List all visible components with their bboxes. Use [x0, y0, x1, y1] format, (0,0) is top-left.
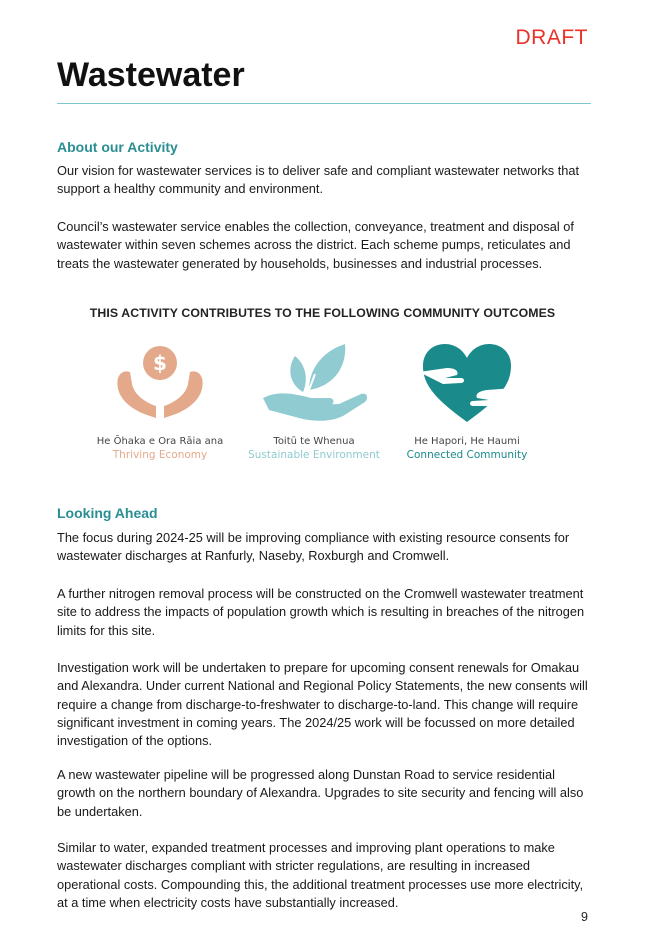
looking-ahead-paragraph: A further nitrogen removal process will be constructed on the Cromwell wastewater treatment site to address the impacts of population growth which is resulting in breaches of the nitrogen limits for this site.: [57, 586, 585, 638]
looking-ahead-paragraph: A new wastewater pipeline will be progressed along Dunstan Road to service residential growth on the northern boundary of Alexandra. Upgrades to site security and fencing will also be undertaken.: [57, 767, 584, 819]
about-paragraph: Our vision for wastewater services is to deliver safe and compliant wastewater networks that support a healthy community and environment.: [57, 163, 580, 197]
about-heading: About our Activity: [57, 139, 178, 155]
outcome-maori-label: He Hapori, He Haumi: [414, 436, 520, 447]
outcome-english-label: Thriving Economy: [112, 449, 208, 461]
svg-text:$: $: [153, 351, 167, 375]
outcome-english-label: Sustainable Environment: [248, 449, 380, 461]
looking-ahead-paragraph: Similar to water, expanded treatment processes and improving plant operations to make wastewater discharges compliant with stricter regulations, are resulting in increased operational costs. Compounding this, the additional treatment processes use more electricity, at a time when electricity costs have substantially increased.: [57, 840, 584, 910]
sustainable-environment-icon: [259, 338, 369, 426]
outcomes-heading: THIS ACTIVITY CONTRIBUTES TO THE FOLLOWING COMMUNITY OUTCOMES: [89, 306, 556, 320]
outcome-english-label: Connected Community: [406, 449, 528, 461]
page-title: Wastewater: [57, 56, 245, 94]
page-number: 9: [581, 910, 588, 924]
outcome-maori-label: Toitū te Whenua: [273, 436, 355, 447]
outcome-connected-community: [392, 338, 542, 461]
outcome-maori-label: He Ōhaka e Ora Rāia ana: [96, 436, 224, 447]
connected-community-icon: [417, 338, 517, 426]
outcome-thriving-economy: [85, 338, 235, 461]
draft-label: DRAFT: [515, 26, 588, 49]
looking-ahead-heading: Looking Ahead: [57, 505, 158, 521]
thriving-economy-icon: [110, 338, 210, 426]
about-paragraph: Council’s wastewater service enables the collection, conveyance, treatment and disposal of wastewater within seven schemes across the district. Each scheme pumps, reticulates and treats the wastewater generated by households, businesses and industrial processes.: [57, 219, 574, 271]
outcome-sustainable-environment: [239, 338, 389, 461]
looking-ahead-paragraph: The focus during 2024-25 will be improving compliance with existing resource consents for wastewater discharges at Ranfurly, Naseby, Roxburgh and Cromwell.: [57, 530, 570, 564]
looking-ahead-paragraph: Investigation work will be undertaken to prepare for upcoming consent renewals for Omakau and Alexandra. Under current National and Regional Policy Statements, the new consents will require a change from discharge-to-freshwater to discharge-to-land. This change will require significant investment in coming years. The 2024/25 work will be focussed on more detailed investigation of the options.: [57, 660, 588, 749]
title-divider: [57, 103, 591, 104]
